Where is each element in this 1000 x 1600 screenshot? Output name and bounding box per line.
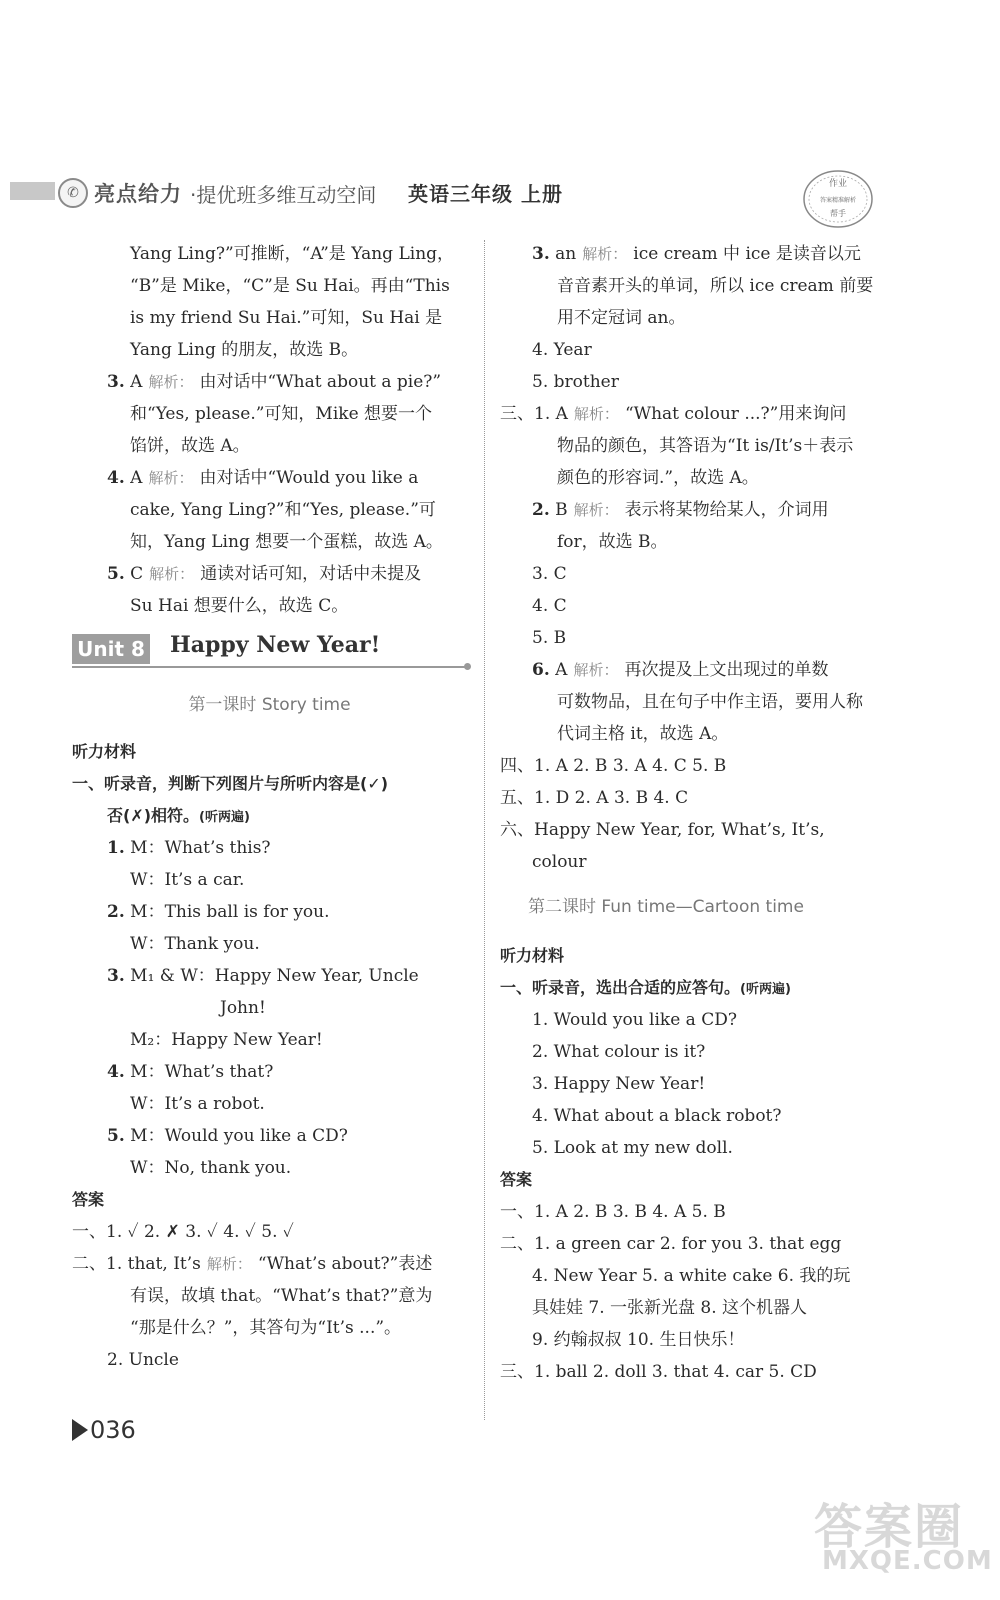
item-answer: that, It’s [127,1254,201,1274]
text-line: Yang Ling?”可推断，“A”是 Yang Ling， [130,244,455,264]
listen-twice-note: (听两遍) [740,982,791,997]
unit-title: Happy New Year! [170,632,381,658]
answer-line: 一、1. ✓ 2. ✗ 3. ✓ 4. ✓ 5. ✓ [72,1222,294,1242]
dialogue-line: 5. Look at my new doll. [532,1138,733,1158]
item-number: 4. [107,1062,125,1082]
dialogue-text: M：This ball is for you. [130,902,330,922]
text-line: 可数物品，且在句子中作主语，要用人称 [557,692,863,712]
dialogue-line: 4. What about a black robot? [532,1106,782,1126]
text-line: 馅饼，故选 A。 [130,436,250,456]
item-number: 3. [107,372,125,392]
analysis-text: “What colour ...?”用来询问 [624,404,847,424]
answer-line: 3. C [532,564,567,584]
dialogue-line: W：It’s a robot. [130,1094,265,1114]
section-title: 听力材料 [500,946,565,965]
dialogue-line [72,896,467,928]
answer-line: 4. New Year 5. a white cake 6. 我的玩 [532,1266,851,1286]
heading-text: 否(✗)相符。 [107,806,200,825]
section-title: 听力材料 [72,742,137,761]
text-line: 音音素开头的单词，所以 ice cream 前要 [557,276,874,296]
answer-line: 五、1. D 2. A 3. B 4. C [500,788,689,808]
item-number: 二、1. [72,1254,123,1274]
item-number: 2. [532,500,550,520]
item-number: 3. [107,966,125,986]
watermark-logo-text: 答案圈 [814,1499,965,1555]
dialogue-line: W：It’s a car. [130,870,245,890]
left-column [72,238,467,1376]
site-watermark [812,1488,993,1588]
dialogue-line: W：Thank you. [130,934,260,954]
dialogue-line: M₂：Happy New Year! [130,1030,323,1050]
analysis-text: 由对话中“Would you like a [199,468,419,488]
dialogue-line [72,960,467,992]
text-line: cake, Yang Ling?”和“Yes, please.”可 [130,500,436,520]
dialogue-line: 2. What colour is it? [532,1042,706,1062]
answer-line: 二、1. a green car 2. for you 3. that egg [500,1234,842,1254]
unit-label: Unit 8 [72,634,150,664]
item-answer: A [130,372,143,392]
answer-line: colour [532,852,587,872]
analysis-tag: 解析： [573,405,619,423]
answer-item [72,462,467,494]
phone-badge-icon: ✆ [58,178,88,208]
analysis-tag: 解析： [573,661,619,679]
page-number-text: 036 [90,1416,136,1444]
item-number: 4. [107,468,125,488]
text-line: for，故选 B。 [557,532,668,552]
answer-item [72,558,467,590]
analysis-text: 再次提及上文出现过的单数 [624,660,829,680]
analysis-tag: 解析： [148,469,194,487]
answer-line: 2. Uncle [107,1350,179,1370]
brand-title: 亮点给力 [94,182,182,206]
text-line: 知，Yang Ling 想要一个蛋糕，故选 A。 [130,532,443,552]
unit-underline [72,666,465,668]
listen-twice-note: (听两遍) [199,810,250,825]
analysis-text: ice cream 中 ice 是读音以元 [633,244,861,264]
homework-stamp [800,166,876,232]
heading-text: 一、听录音，选出合适的应答句。 [500,978,741,997]
text-line: “那是什么？”，其答句为“It’s ...”。 [130,1318,402,1338]
stamp-line2: 答案精准解析 [819,197,857,204]
dialogue-text: M：Would you like a CD? [130,1126,348,1146]
item-number: 3. [532,244,550,264]
answer-item [500,494,895,526]
answer-item [500,654,895,686]
book-title: 英语三年级 上册 [408,182,563,206]
analysis-text: “What’s about?”表述 [257,1254,433,1274]
text-line: 物品的颜色，其答语为“It is/It’s＋表示 [557,436,854,456]
answer-line: 六、Happy New Year, for, What’s, It’s, [500,820,825,840]
text-line: Yang Ling 的朋友，故选 B。 [130,340,359,360]
question-heading [72,800,467,832]
unit-underline-dot [464,663,471,670]
item-answer: B [555,500,568,520]
watermark-url: MXQE.COM [822,1546,993,1576]
answer-line: 4. C [532,596,567,616]
answer-item [500,398,895,430]
answer-item [72,1248,467,1280]
right-column [500,238,895,1388]
analysis-tag: 解析： [148,373,194,391]
question-heading [500,972,895,1004]
analysis-tag: 解析： [206,1255,252,1273]
item-number: 5. [107,1126,125,1146]
text-line: 代词主格 it，故选 A。 [557,724,729,744]
dialogue-text: M₁ & W：Happy New Year, Uncle [130,966,419,986]
analysis-tag: 解析： [149,565,195,583]
triangle-marker-icon [72,1419,88,1441]
page-header [10,178,610,208]
dialogue-text: M：What’s this? [130,838,271,858]
dialogue-line: 1. Would you like a CD? [532,1010,737,1030]
text-line: Su Hai 想要什么，故选 C。 [130,596,349,616]
dialogue-line [72,832,467,864]
item-answer: A [555,660,568,680]
dialogue-text: M：What’s that? [130,1062,274,1082]
answer-item [72,366,467,398]
section-title: 答案 [500,1170,533,1189]
dialogue-line [72,1120,467,1152]
series-subtitle: ·提优班多维互动空间 [190,183,377,207]
analysis-tag: 解析： [573,501,619,519]
page-number [72,1416,136,1444]
item-answer: C [130,564,144,584]
item-number: 6. [532,660,550,680]
analysis-text: 通读对话可知，对话中未提及 [200,564,422,584]
text-line: “B”是 Mike，“C”是 Su Hai。再由“This [130,276,450,296]
item-answer: A [555,404,568,424]
answer-line: 4. Year [532,340,592,360]
text-line: is my friend Su Hai.”可知，Su Hai 是 [130,308,443,328]
item-number: 5. [107,564,125,584]
answer-line: 5. B [532,628,567,648]
answer-line: 9. 约翰叔叔 10. 生日快乐！ [532,1330,745,1350]
text-line: 用不定冠词 an。 [557,308,686,328]
analysis-text: 表示将某物给某人，介词用 [624,500,829,520]
answer-line: 三、1. ball 2. doll 3. that 4. car 5. CD [500,1362,817,1382]
analysis-text: 由对话中“What about a pie?” [199,372,442,392]
answer-item [500,238,895,270]
answer-line: 四、1. A 2. B 3. A 4. C 5. B [500,756,727,776]
question-heading: 一、听录音，判断下列图片与所听内容是(✓) [72,774,389,793]
item-number: 2. [107,902,125,922]
answer-line: 具娃娃 7. 一张新光盘 8. 这个机器人 [532,1298,808,1318]
header-bar-decoration [10,182,55,200]
unit-heading [72,626,467,674]
dialogue-line: W：No, thank you. [130,1158,292,1178]
text-line: 颜色的形容词.”，故选 A。 [557,468,759,488]
lesson-title: 第一课时 Story time [188,695,351,715]
item-answer: an [555,244,577,264]
dialogue-line: 3. Happy New Year! [532,1074,706,1094]
analysis-tag: 解析： [582,245,628,263]
item-number: 三、1. [500,404,551,424]
dialogue-line [72,1056,467,1088]
lesson-title: 第二课时 Fun time—Cartoon time [528,897,804,917]
stamp-line3: 帮手 [830,209,846,218]
column-divider [484,240,485,1420]
answer-line: 一、1. A 2. B 3. B 4. A 5. B [500,1202,726,1222]
section-title: 答案 [72,1190,105,1209]
item-number: 1. [107,838,125,858]
text-line: 有误，故填 that。“What’s that?”意为 [130,1286,433,1306]
dialogue-line: John! [220,998,266,1018]
item-answer: A [130,468,143,488]
answer-line: 5. brother [532,372,619,392]
stamp-line1: 作业 [828,179,848,189]
text-line: 和“Yes, please.”可知，Mike 想要一个 [130,404,433,424]
